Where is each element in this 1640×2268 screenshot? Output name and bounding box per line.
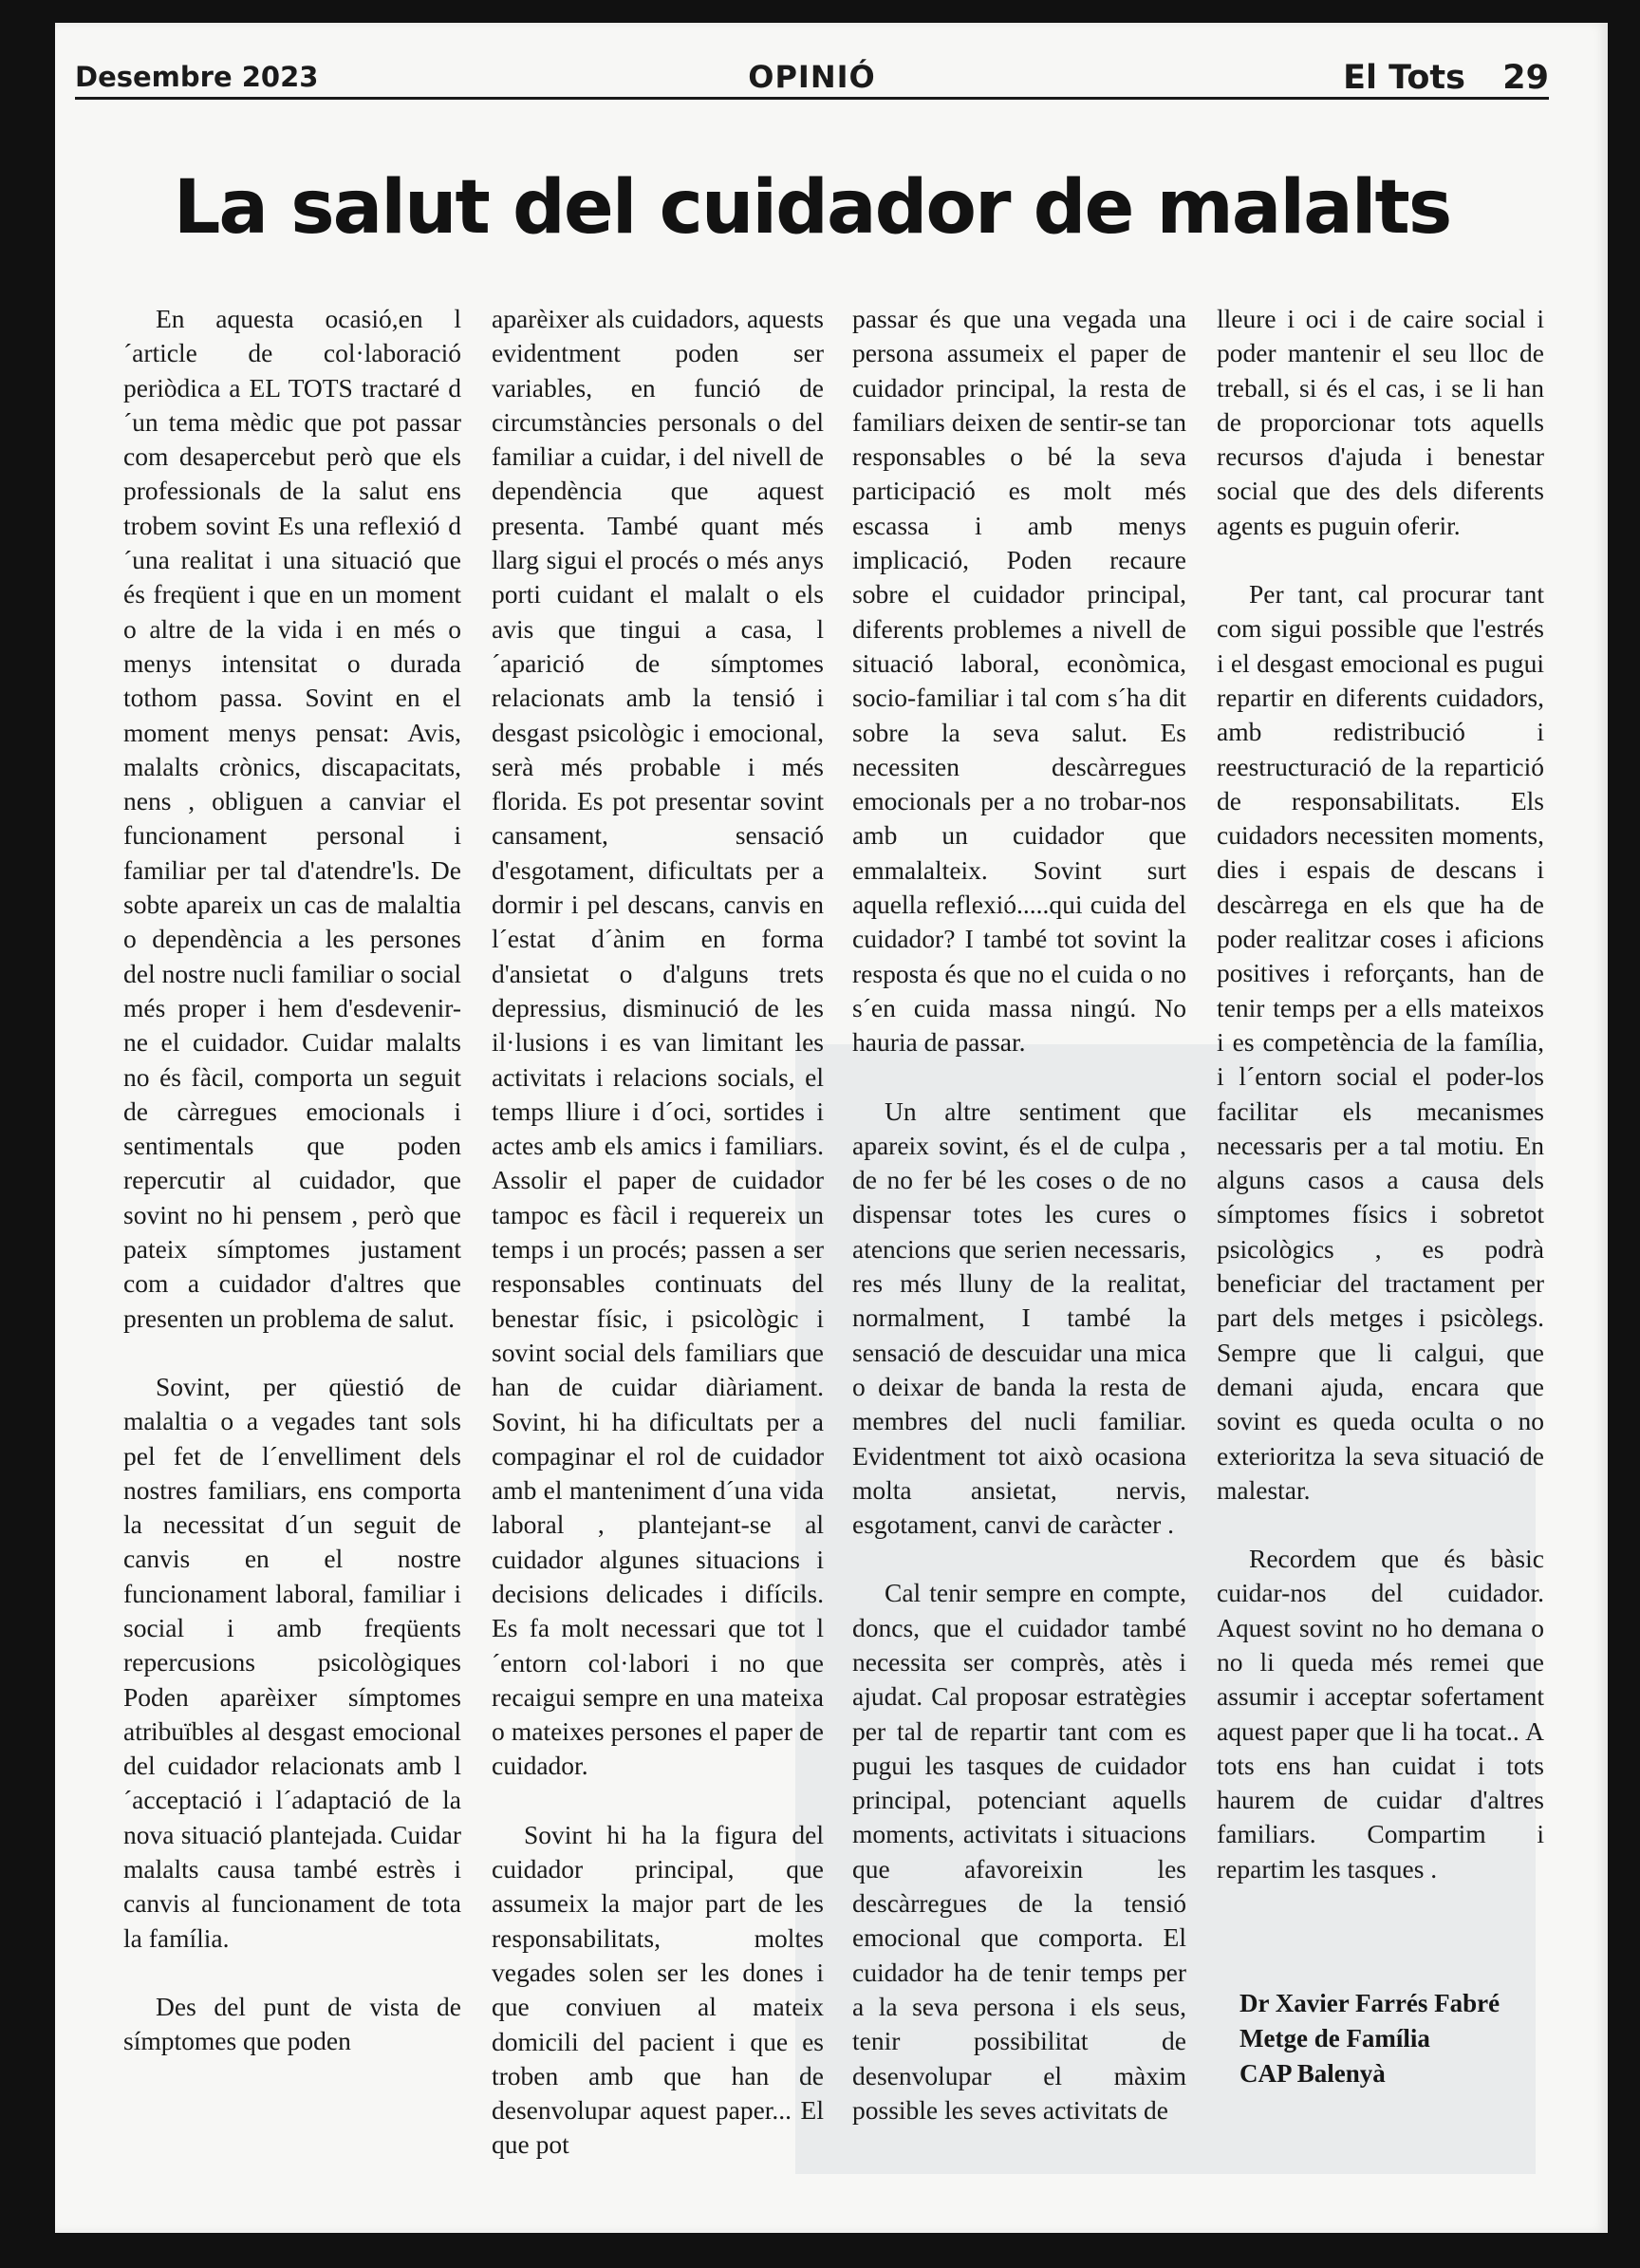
paragraph: passar és que una vegada una persona assumeix el paper de cuidador principal, la resta de familiars deixen de sentir-se tan responsables o bé la seva participació es molt més escassa i amb menys implicació, Poden recaure sobre el cuidador principal, diferents problemes a nivell de situació laboral, econòmica, socio-familiar i tal com s´ha dit sobre la seva salut. Es necessiten descàrregues emocionals per a no trobar-nos amb un cuidador que emmalalteix. Sovint surt aquella reflexió.....qui cuida del cuidador? I també tot sovint la resposta és que no el cuida o no s´en cuida massa ningú. No hauria de passar. [852, 304, 1186, 1058]
issue-date: Desembre 2023 [75, 61, 319, 93]
paragraph: En aquesta ocasió,en l´article de col·laboració periòdica a EL TOTS tractaré d´un tema mèdic que pot passar com desapercebut però que els professionals de la salut ens trobem sovint Es una reflexió d´una realitat i una situació que és freqüent i que en un moment o altre de la vida i en més o menys intensitat o durada tothom passa. Sovint en el moment menys pensat: Avis, malalts crònics, discapacitats, nens , obliguen a canviar el funcionament personal i familiar per tal d'atendre'ls. De sobte apareix un cas de malaltia o dependència a les persones del nostre nucli familiar o social més proper i hem d'esdevenir-ne el cuidador. Cuidar malalts no és fàcil, comporta un seguit de càrregues emocionals i sentimentals que poden repercutir al cuidador, que sovint no hi pensem , però que pateix símptomes justament com a cuidador d'altres que presenten un problema de salut. [123, 304, 461, 1333]
paragraph: Sovint, per qüestió de malaltia o a vegades tant sols pel fet de l´envelliment dels nostres familiars, ens comporta la necessitat d´un seguit de canvis en el nostre funcionament laboral, familiar i social i amb freqüents repercusions psicològiques Poden aparèixer símptomes atribuïbles al desgast emocional del cuidador relacionats amb l´acceptació i l´adaptació de la nova situació plantejada. Cuidar malalts causa també estrès i canvis al funcionament de tota la família. [123, 1371, 461, 1953]
page-number: 29 [1502, 59, 1549, 97]
article-column-1 [123, 302, 461, 2059]
article-column-3 [852, 302, 1186, 2127]
paragraph: Des del punt de vista de símptomes que poden [123, 1991, 461, 2056]
paragraph: lleure i oci i de caire social i poder mantenir el seu lloc de treball, si és el cas, i se li han de proporcionar tots aquells recursos d'ajuda i benestar social que des dels diferents agents es puguin oferir. [1217, 304, 1544, 540]
author-institution: CAP Balenyà [1239, 2059, 1386, 2088]
paragraph: Sovint hi ha la figura del cuidador principal, que assumeix la major part de les responsabilitats, moltes vegades solen ser les dones i que conviuen al mateix domicili del pacient i que es troben amb que han de desenvolupar aquest paper... El que pot [492, 1819, 824, 2160]
paragraph: aparèixer als cuidadors, aquests evidentment poden ser variables, en funció de circumstàncies personals o del familiar a cuidar, i del nivell de dependència que aquest presenta. També quant més llarg sigui el procés o més anys porti cuidant el malalt o els avis que tingui a casa, l´aparició de símptomes relacionats amb la tensió i desgast psicològic i emocional, serà més probable i més florida. Es pot presentar sovint cansament, sensació d'esgotament, dificultats per a dormir i pel descans, canvis en l´estat d´ànim en forma d'ansietat o d'alguns trets depressius, disminució de les il·lusions i es van limitant les activitats i relacions socials, el temps lliure i d´oci, sortides i actes amb els amics i familiars. Assolir el paper de cuidador tampoc es fàcil i requereix un temps i un procés; passen a ser responsables continuats del benestar físic, i psicològic i sovint social dels familiars que han de cuidar diàriament. Sovint, hi ha dificultats per a compaginar el rol de cuidador amb el manteniment d´una vida laboral , plantejant-se al cuidador algunes situacions i decisions delicades i difícils. Es fa molt necessari que tot l´entorn col·labori i no que recaigui sempre en una mateixa o mateixes persones el paper de cuidador. [492, 304, 824, 1781]
paragraph: Un altre sentiment que apareix sovint, és el de culpa , de no fer bé les coses o de no dispensar totes les cures o atencions que serien necessaris, res més lluny de la realitat, normalment, I també la sensació de descuidar una mica o deixar de banda la resta de membres del nucli familiar. Evidentment tot això ocasiona molta ansietat, nervis, esgotament, canvi de caràcter . [852, 1096, 1186, 1540]
section-name: OPINIÓ [748, 59, 876, 95]
article-title: La salut del cuidador de malalts [173, 165, 1451, 251]
article-column-2 [492, 302, 824, 2163]
paragraph: Per tant, cal procurar tant com sigui possible que l'estrés i el desgast emocional es pugui repartir en diferents cuidadors, amb redistribució i reestructuració de la repartició de responsabilitats. Els cuidadors necessiten moments, dies i espais de descans i descàrrega en els que ha de poder realitzar coses i aficions positives i reforçants, han de tenir temps per a ells mateixos i es competència de la família, i l´entorn social el poder-los facilitar els mecanismes necessaris per a tal motiu. En alguns casos a causa dels símptomes físics i sobretot psicològics , es podrà beneficiar del tractament per part dels metges i psicòlegs. Sempre que li calgui, que demani ajuda, encara que sovint es queda oculta o no exterioritza la seva situació de malestar. [1217, 579, 1544, 1505]
author-role: Metge de Família [1239, 2024, 1430, 2052]
publication-name: El Tots [1343, 59, 1465, 97]
article-column-4 [1217, 302, 1544, 1886]
paragraph: Cal tenir sempre en compte, doncs, que el cuidador també necessita ser comprès, atès i ajudat. Cal proposar estratègies per tal de repartir tant com es pugui les tasques de cuidador principal, potenciant aquells moments, activitats i situacions que afavoreixin les descàrregues de la tensió emocional que comporta. El cuidador ha de tenir temps per a la seva persona i els seus, tenir possibilitat de desenvolupar el màxim possible les seves activitats de [852, 1578, 1186, 2125]
paragraph: Recordem que és bàsic cuidar-nos del cuidador. Aquest sovint no ho demana o no li queda més remei que assumir i acceptar sofertament aquest paper que li ha tocat.. A tots ens han cuidat i tots haurem de cuidar d'altres familiars. Compartim i repartim les tasques . [1217, 1544, 1544, 1884]
author-signature [1239, 1986, 1543, 2091]
page-header [75, 57, 1549, 100]
author-name: Dr Xavier Farrés Fabré [1239, 1989, 1500, 2017]
